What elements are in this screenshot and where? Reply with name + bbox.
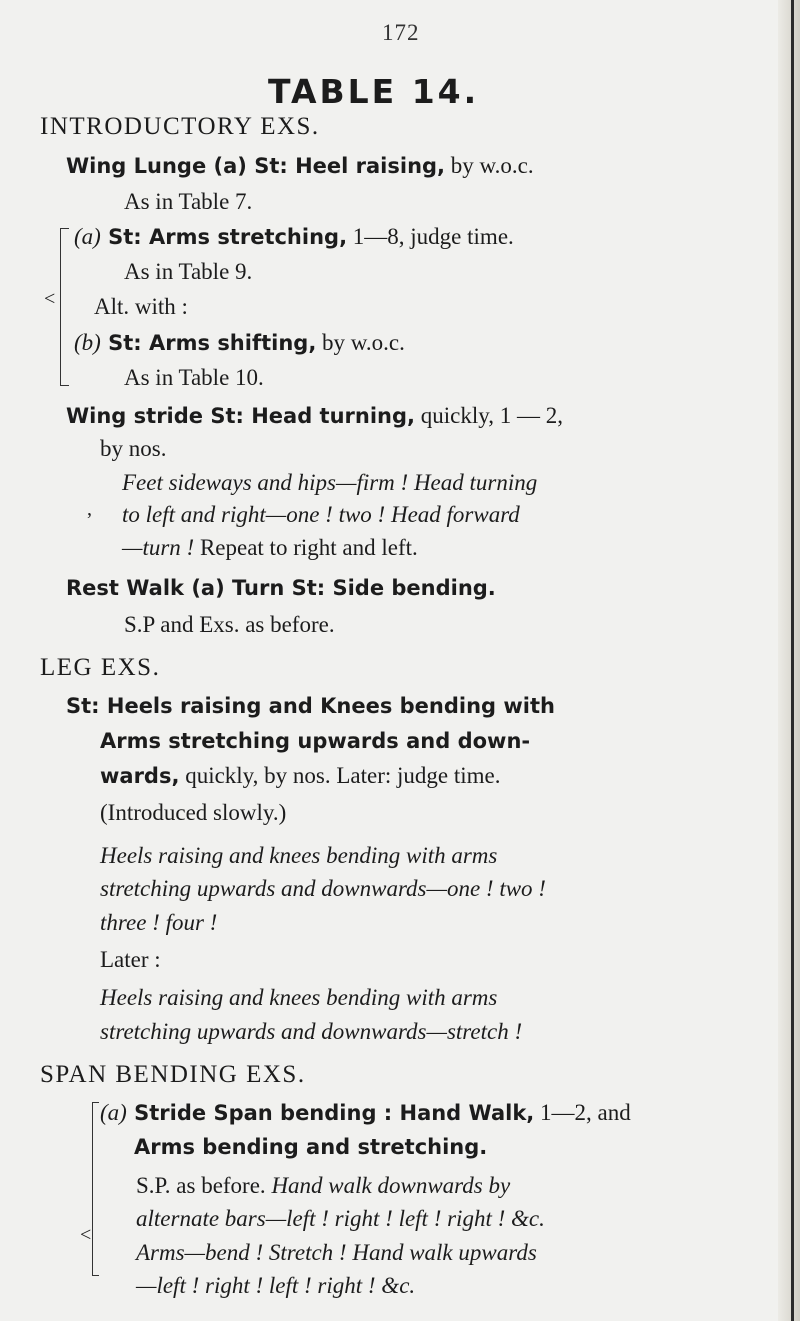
section-heading-leg: LEG EXS. [40,654,161,681]
plain-text: by w.o.c. [316,330,405,355]
bold-text: wards, [100,764,180,788]
text-line: S.P and Exs. as before. [124,612,335,637]
plain-text: S.P. as before. [136,1173,266,1198]
brace-tip: < [80,1224,92,1246]
text-line: St: Heels raising and Knees bending with [66,694,555,718]
text-line: As in Table 7. [124,189,253,214]
bold-text: Wing Lunge (a) St: Heel raising, [66,154,446,178]
text-line: Arms bending and stretching. [134,1135,488,1159]
plain-text: Repeat to right and left. [194,535,418,560]
page-edge-line [791,0,794,1321]
item-label: (b) [74,330,101,355]
item-label: (a) [74,224,101,249]
text-line: As in Table 9. [124,259,253,284]
text-line: Heels raising and knees bending with arms [100,985,498,1010]
page-title: TABLE 14. [268,72,480,111]
plain-text: 1—8, judge time. [347,224,514,249]
item-label: (a) [100,1100,127,1125]
text-line: to left and right—one ! two ! Head forward [122,502,520,527]
text-line: Heels raising and knees bending with arms [100,843,498,868]
stray-mark: , [87,498,92,520]
text-line: three ! four ! [100,910,218,935]
bold-text: Stride Span bending : Hand Walk, [126,1101,535,1125]
page-number: 172 [382,20,420,45]
text-line: As in Table 10. [124,365,264,390]
bracket-brace [92,1102,99,1276]
text-line [74,224,514,250]
text-line: —left ! right ! left ! right ! &c. [136,1273,416,1298]
plain-text: 1—2, and [534,1100,631,1125]
bold-text: St: Arms shifting, [100,331,317,355]
plain-text: quickly, 1 — 2, [415,403,563,428]
text-line: (Introduced slowly.) [100,800,287,825]
text-line: by nos. [100,436,167,461]
text-line [100,1100,631,1126]
text-line [66,153,534,179]
italic-text: Hand walk downwards by [265,1173,511,1198]
text-line: Arms stretching upwards and down- [100,729,531,753]
page-edge [778,0,800,1321]
text-line [122,535,418,561]
text-line [136,1173,510,1199]
text-line: alternate bars—left ! right ! left ! right ! &c. [136,1206,545,1231]
text-line [100,763,501,789]
text-line: stretching upwards and downwards—one ! two ! [100,876,546,901]
bracket-brace [60,228,69,386]
text-line: stretching upwards and downwards—stretch ! [100,1019,523,1044]
text-line: Alt. with : [94,294,188,319]
brace-tip: < [44,288,56,310]
text-line [74,330,405,356]
section-heading-introductory: INTRODUCTORY EXS. [40,113,320,140]
text-line: Arms—bend ! Stretch ! Hand walk upwards [136,1240,537,1265]
text-line: Rest Walk (a) Turn St: Side bending. [66,576,496,600]
section-heading-span: SPAN BENDING EXS. [40,1061,306,1088]
italic-text: —turn ! [122,535,195,560]
text-line [66,403,563,429]
plain-text: by w.o.c. [445,153,534,178]
plain-text: quickly, by nos. Later: judge time. [179,763,501,788]
bold-text: Wing stride St: Head turning, [66,404,415,428]
text-line: Feet sideways and hips—firm ! Head turning [122,470,538,495]
bold-text: St: Arms stretching, [100,225,348,249]
text-line: Later : [100,947,161,972]
